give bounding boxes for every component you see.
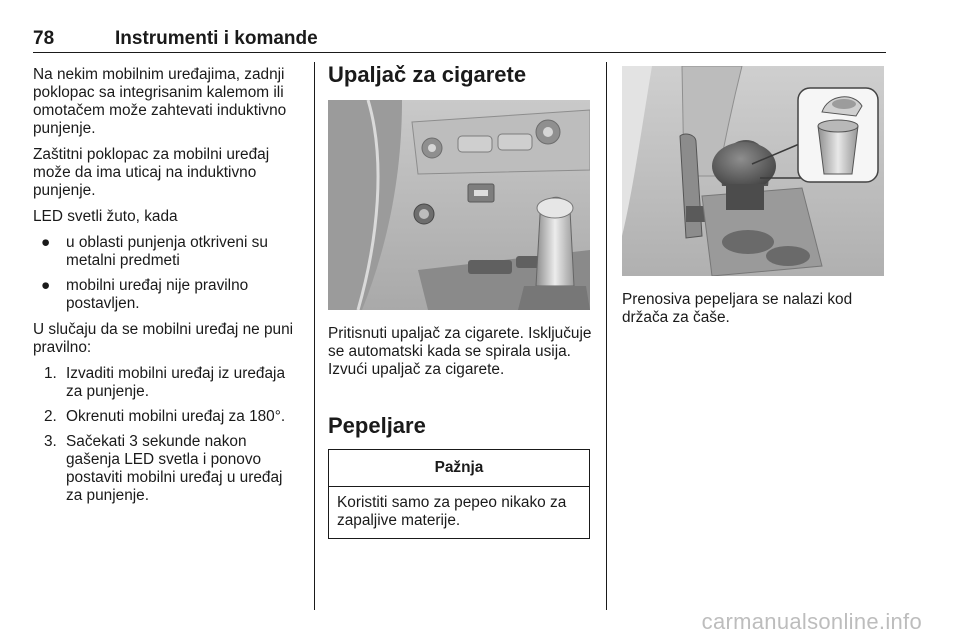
- step-number: 2.: [44, 408, 57, 425]
- page-number: 78: [33, 28, 55, 49]
- caution-notice: [328, 449, 590, 539]
- watermark: carmanualsonline.info: [701, 609, 922, 634]
- middle-heading-area: [328, 62, 596, 87]
- step-number: 1.: [44, 365, 57, 382]
- led-intro: LED svetli žuto, kada: [33, 208, 178, 225]
- lighter-text-block: [328, 325, 596, 387]
- heading-ashtrays: Pepeljare: [328, 413, 426, 438]
- cigarette-lighter-photo: [328, 100, 590, 310]
- bullet-mark: ●: [41, 234, 51, 251]
- led-bullet-list: [33, 234, 301, 313]
- step-text: Izvaditi mobilni uređaj iz uređaja za punjenje.: [66, 365, 286, 400]
- lighter-instructions: Pritisnuti upaljač za cigarete. Isključuje se automatski kada se spirala usija. Izvući upaljač za cigarete.: [328, 325, 592, 378]
- paragraph-not-charging: U slučaju da se mobilni uređaj ne puni pravilno:: [33, 321, 294, 356]
- bullet-text: u oblasti punjenja otkriveni su metalni predmeti: [66, 234, 268, 269]
- list-item: [33, 433, 301, 505]
- list-item: [33, 408, 301, 426]
- step-text: Sačekati 3 sekunde nakon gašenja LED svetla i ponovo postaviti mobilni uređaj u uređaj za punjenje.: [66, 433, 283, 504]
- ashtray-illustration: [622, 66, 884, 276]
- column-divider-left: [314, 62, 315, 610]
- paragraph-coil: Na nekim mobilnim uređajima, zadnji poklopac sa integrisanim kalemom ili omotačem može zahtevati induktivno punjenje.: [33, 66, 287, 137]
- right-text-block: [622, 291, 884, 335]
- page-header: [33, 28, 886, 53]
- console-illustration: [328, 100, 590, 310]
- portable-ashtray-photo: [622, 66, 884, 276]
- list-item: [33, 365, 301, 401]
- bullet-text: mobilni uređaj nije pravilno postavljen.: [66, 277, 249, 312]
- section-title: Instrumenti i komande: [115, 28, 318, 49]
- step-number: 3.: [44, 433, 57, 450]
- heading-cigarette-lighter: Upaljač za cigarete: [328, 62, 527, 87]
- paragraph-cover: Zaštitni poklopac za mobilni uređaj može da ima uticaj na induktivno punjenje.: [33, 146, 270, 199]
- ashtray-caption: Prenosiva pepeljara se nalazi kod držača za čaše.: [622, 291, 853, 326]
- ashtray-heading-area: [328, 413, 596, 438]
- notice-text: Koristiti samo za pepeo nikako za zapaljive materije.: [337, 494, 567, 529]
- notice-title: Pažnja: [329, 450, 589, 487]
- bullet-mark: ●: [41, 277, 51, 294]
- left-column: [33, 66, 301, 513]
- column-divider-right: [606, 62, 607, 610]
- steps-list: [33, 365, 301, 505]
- list-item: [33, 277, 301, 313]
- step-text: Okrenuti mobilni uređaj za 180°.: [66, 408, 286, 425]
- list-item: [33, 234, 301, 270]
